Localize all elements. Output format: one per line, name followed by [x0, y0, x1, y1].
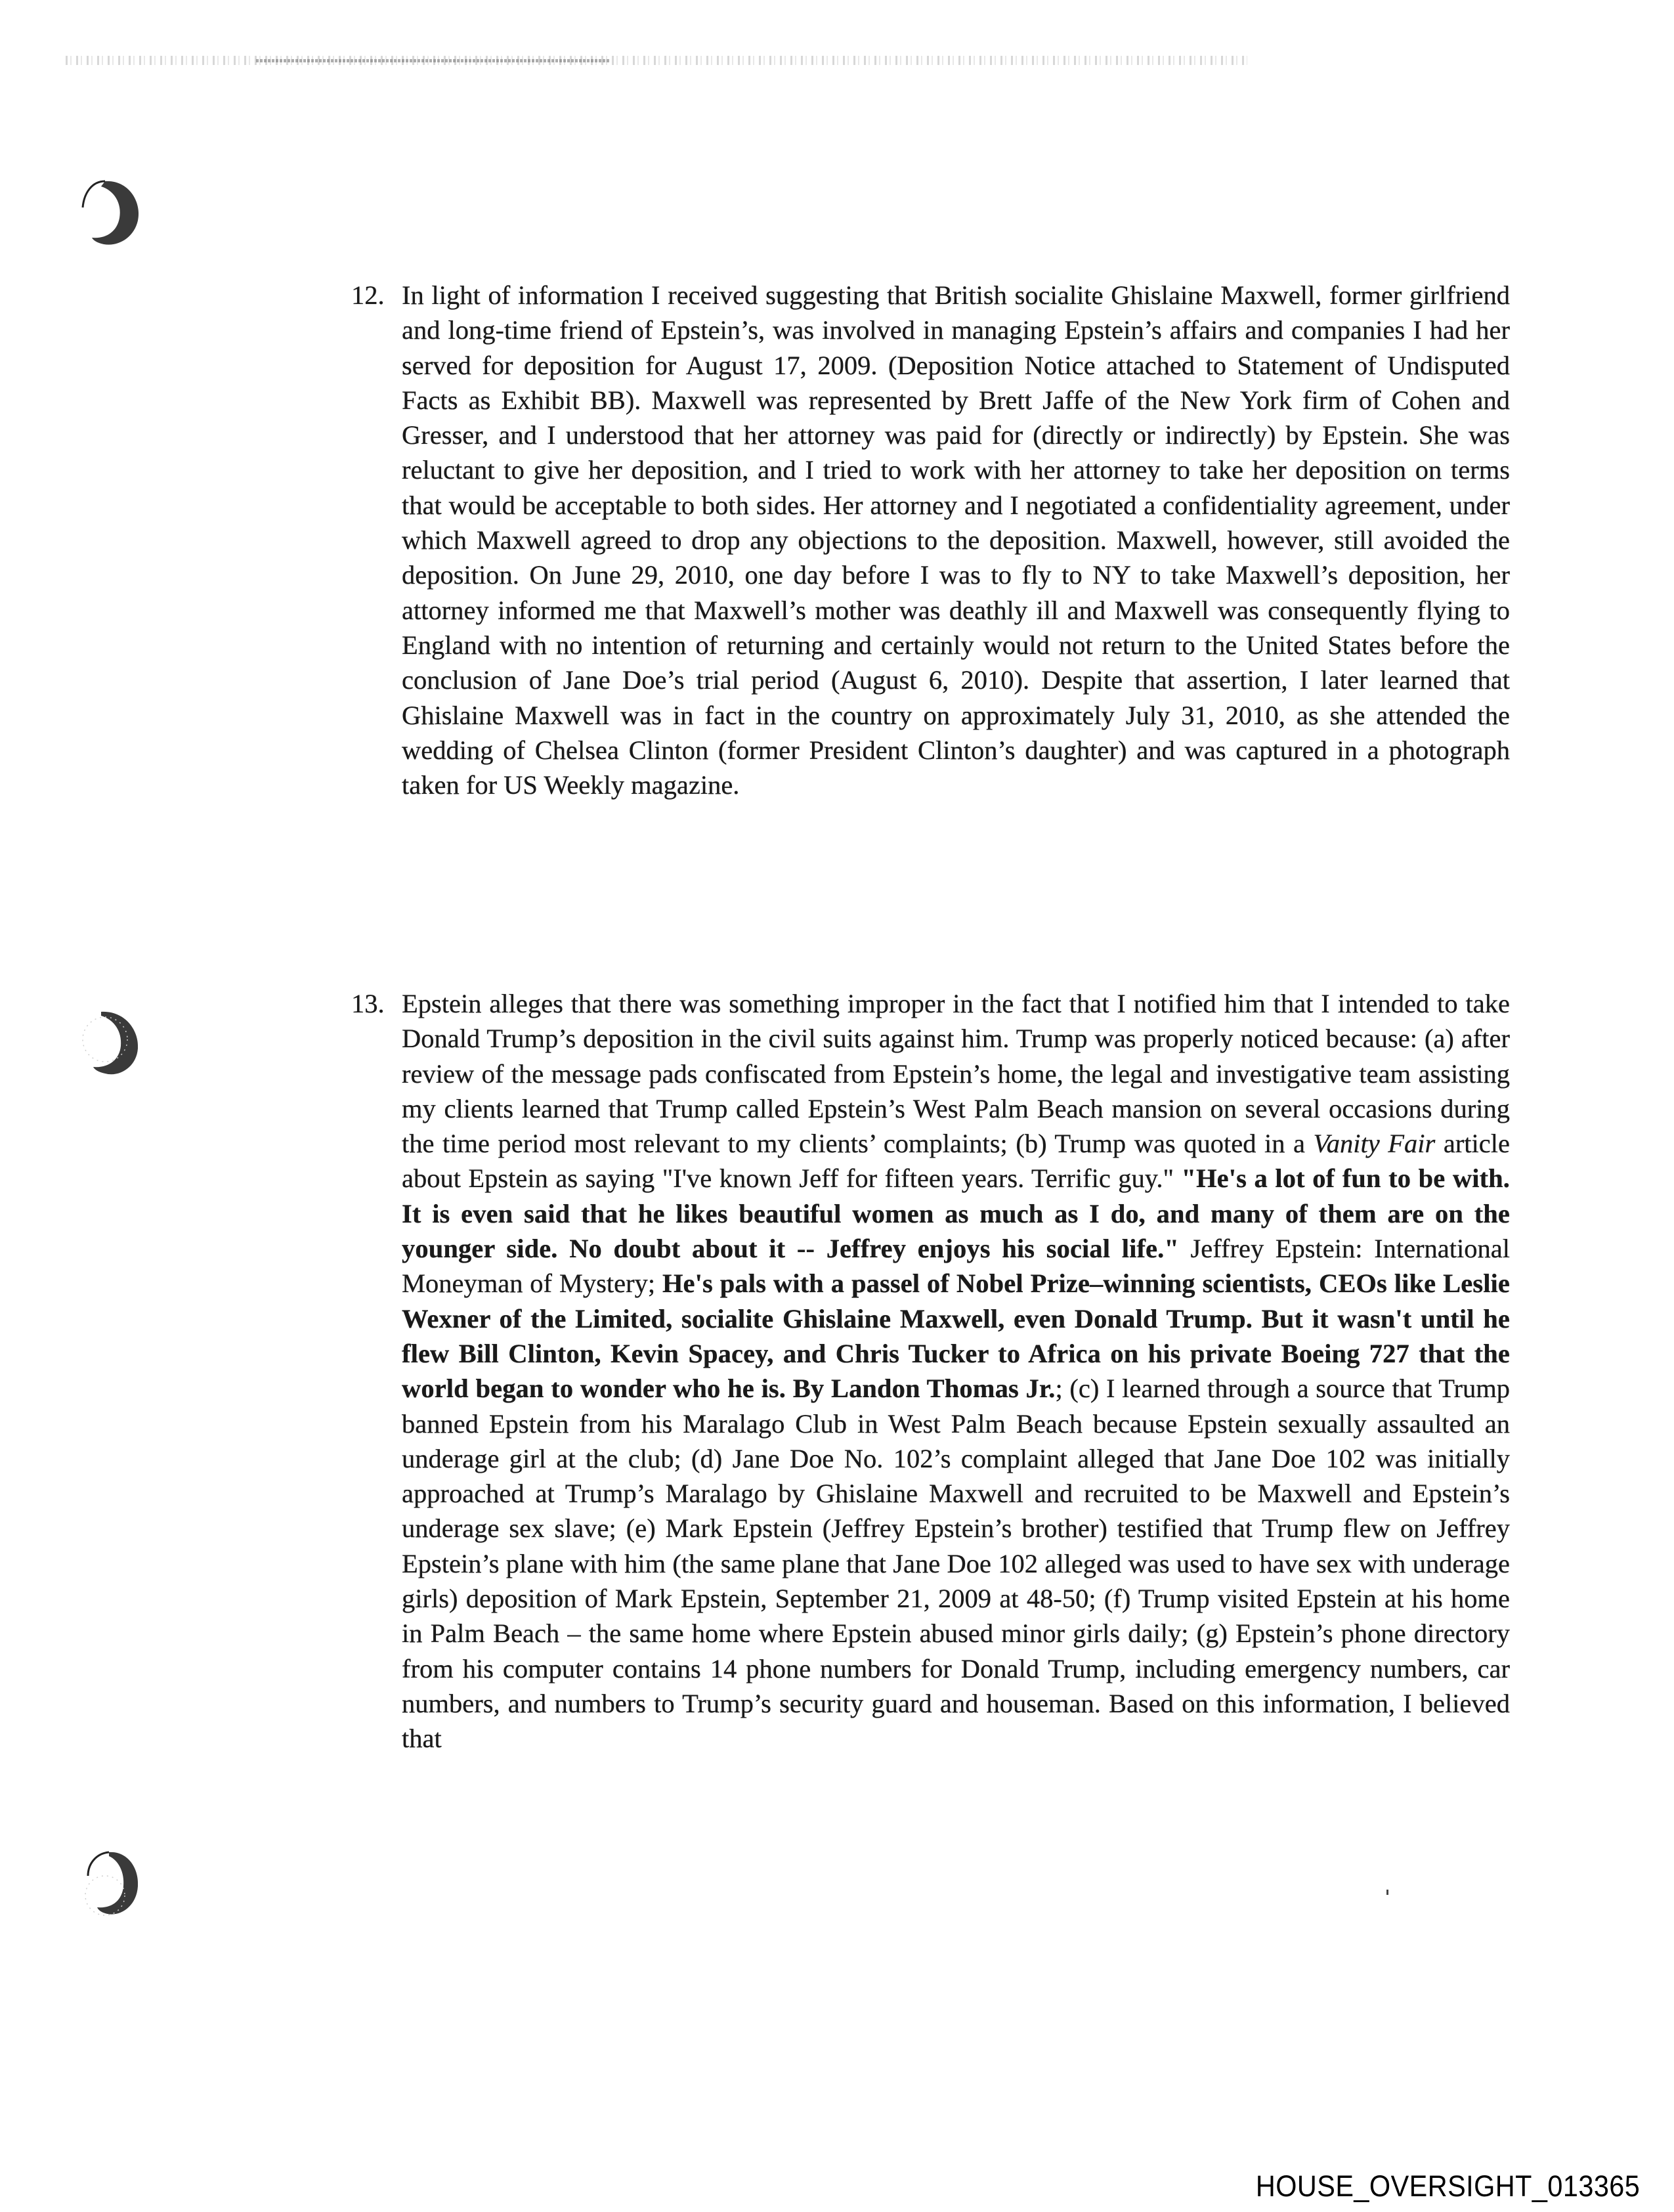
article-subtitle-bold: He's pals with a passel of Nobel Prize–winning scientists, CEOs like Leslie Wexner of the Limited, socialite Ghislaine Maxwell, even Donald Trump. But it wasn't until he flew Bill Clinton, Kevin Spacey, and Chris Tucker to Africa on his private Boeing 727 that the world began to wonder who he is. By Landon Thomas Jr. [402, 1269, 1510, 1404]
text-segment: Epstein alleges that there was something improper in the fact that I notified him that I intended to take Donald Trump’s deposition in the civil suits against him. Trump was properly noticed because: (a) after review of the message pads confiscated from Epstein’s home, the legal and investigative team assisting my clients learned that Trump called Epstein’s West Palm Beach mansion on several occasions during the time period most relevant to my clients’ complaints; (b) Trump was quoted in a [402, 989, 1510, 1159]
scan-header-noise-dark [256, 59, 611, 62]
article-title: Jeffrey Epstein: International Moneyman of Mystery; [402, 1234, 1510, 1299]
text-segment: article about Epstein as saying "I've known Jeff for fifteen years. Terrific guy." [402, 1129, 1511, 1194]
punch-hole-icon [79, 1848, 142, 1919]
paragraph-number: 12. [351, 280, 385, 310]
text-segment: ; (c) I learned through a source that Trump banned Epstein from his Maralago Club in West Palm Beach because Epstein sexually assaulted an underage girl at the club; (d) Jane Doe No. 102’s complaint alleged that Jane Doe 102 was initially approached at Trump’s Maralago by Ghislaine Maxwell and recruited to be Maxwell and Epstein’s underage sex slave; (e) Mark Epstein (Jeffrey Epstein’s brother) testified that Trump flew on Jeffrey Epstein’s plane with him (the same plane that Jane Doe 102 alleged was used to have sex with underage girls) deposition of Mark Epstein, September 21, 2009 at 48-50; (f) Trump visited Epstein at his home in Palm Beach – the same home where Epstein abused minor girls daily; (g) Epstein’s phone directory from his computer contains 14 phone numbers for Donald Trump, including emergency numbers, car numbers, and numbers to Trump’s security guard and houseman. Based on this information, I believed that [402, 1374, 1510, 1754]
quoted-text-bold: "He's a lot of fun to be with. It is even said that he likes beautiful women as much as I do, and many of them are on the younger side. No doubt about it -- Jeffrey enjoys his social life." [402, 1163, 1511, 1264]
paragraph-13 [351, 986, 1510, 1756]
publication-title: Vanity Fair [1313, 1129, 1436, 1159]
punch-hole-icon [79, 1008, 142, 1079]
paragraph-text: In light of information I received suggesting that British socialite Ghislaine Maxwell, former girlfriend and long-time friend of Epstein’s, was involved in managing Epstein’s affairs and companies I had her served for deposition for August 17, 2009. (Deposition Notice attached to Statement of Undisputed Facts as Exhibit BB). Maxwell was represented by Brett Jaffe of the New York firm of Cohen and Gresser, and I understood that her attorney was paid for (directly or indirectly) by Epstein. She was reluctant to give her deposition, and I tried to work with her attorney to take her deposition on terms that would be acceptable to both sides. Her attorney and I negotiated a confidentiality agreement, under which Maxwell agreed to drop any objections to the deposition. Maxwell, however, still avoided the deposition. On June 29, 2010, one day before I was to fly to NY to take Maxwell’s deposition, her attorney informed me that Maxwell’s mother was deathly ill and Maxwell was consequently flying to England with no intention of returning and certainly would not return to the United States before the conclusion of Jane Doe’s trial period (August 6, 2010). Despite that assertion, I later learned that Ghislaine Maxwell was in fact in the country on approximately July 31, 2010, as she attended the wedding of Chelsea Clinton (former President Clinton’s daughter) and was captured in a photograph taken for US Weekly magazine. [402, 280, 1510, 800]
scan-speck [1386, 1890, 1388, 1895]
scan-header-noise [66, 56, 1247, 65]
bates-number: HOUSE_OVERSIGHT_013365 [1255, 2169, 1640, 2203]
punch-hole-icon [79, 177, 142, 248]
paragraph-number: 13. [351, 989, 385, 1018]
paragraph-12 [351, 278, 1510, 802]
paragraph-text [402, 986, 1510, 1756]
